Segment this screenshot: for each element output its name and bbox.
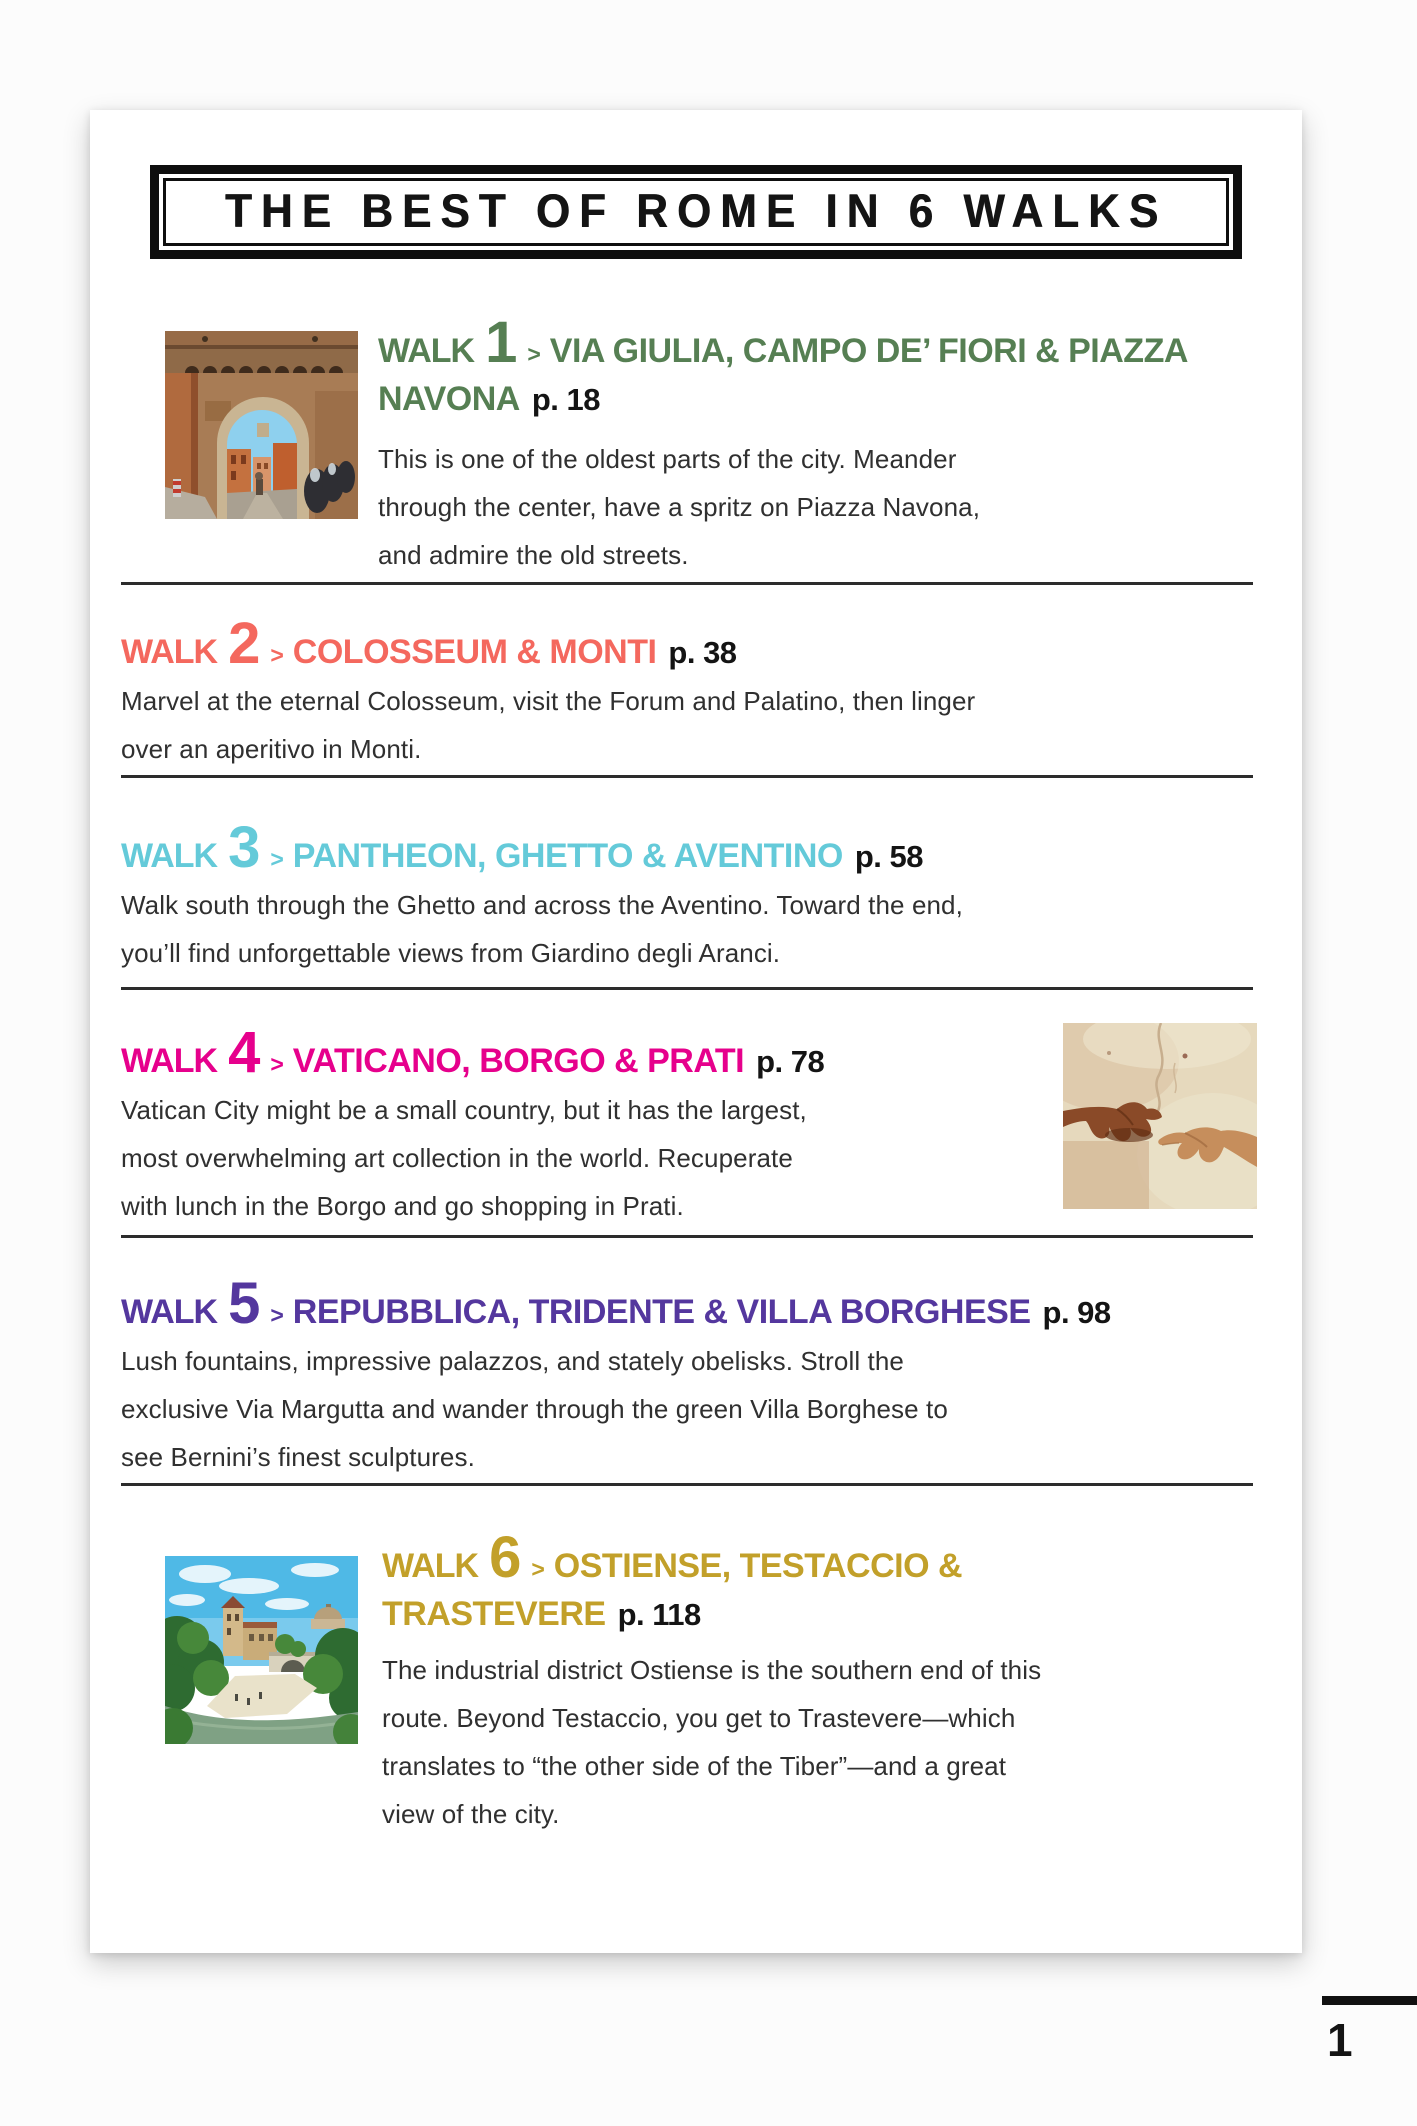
walk-title-line1: REPUBBLICA, TRIDENTE & VILLA BORGHESE — [292, 1293, 1031, 1331]
page-number: 1 — [1327, 2014, 1353, 2066]
page-title: THE BEST OF ROME IN 6 WALKS — [224, 185, 1168, 238]
walk-title-line1: OSTIENSE, TESTACCIO & — [553, 1547, 963, 1585]
description-line: This is one of the oldest parts of the city. Meander — [378, 444, 957, 474]
walk-page-ref: p. 78 — [756, 1044, 825, 1079]
walk-label: WALK — [121, 1293, 218, 1331]
section-divider — [121, 1235, 1253, 1238]
walk-number: 2 — [228, 611, 261, 676]
walk-page-ref: p. 98 — [1042, 1295, 1111, 1330]
description-line: The industrial district Ostiense is the southern end of this — [382, 1655, 1042, 1685]
description-line: most overwhelming art collection in the world. Recuperate — [121, 1143, 793, 1173]
chevron-icon: > — [270, 1051, 284, 1077]
description-line: Vatican City might be a small country, but it has the largest, — [121, 1095, 807, 1125]
walk-2-section — [121, 611, 976, 773]
walk-page-ref: p. 58 — [854, 839, 923, 874]
walk-1-text — [378, 310, 1188, 579]
description-line: Walk south through the Ghetto and across the Aventino. Toward the end, — [121, 890, 963, 920]
roman-arch-street-photo — [165, 331, 358, 519]
walk-3-heading — [121, 815, 963, 880]
walk-page-ref: p. 18 — [531, 382, 600, 417]
description-line: exclusive Via Margutta and wander through the green Villa Borghese to — [121, 1394, 948, 1424]
walk-title-line2: TRASTEVERE — [382, 1595, 606, 1633]
walk-title-line1: PANTHEON, GHETTO & AVENTINO — [292, 837, 843, 875]
description-line: Lush fountains, impressive palazzos, and stately obelisks. Stroll the — [121, 1346, 904, 1376]
chevron-icon: > — [527, 341, 541, 367]
walk-3-section — [121, 815, 963, 977]
description-line: over an aperitivo in Monti. — [121, 734, 422, 764]
section-divider — [121, 582, 1253, 585]
description-line: see Bernini’s finest sculptures. — [121, 1442, 475, 1472]
description-line: and admire the old streets. — [378, 540, 689, 570]
walk-4-description — [121, 1086, 824, 1230]
walk-label: WALK — [121, 837, 218, 875]
creation-of-adam-hands-photo — [1063, 1023, 1257, 1209]
description-line: you’ll find unforgettable views from Giardino degli Aranci. — [121, 938, 781, 968]
section-divider — [121, 987, 1253, 990]
walk-label: WALK — [382, 1547, 479, 1585]
walk-4-heading — [121, 1020, 825, 1085]
description-line: view of the city. — [382, 1799, 560, 1829]
book-page — [90, 110, 1302, 1953]
walk-5-description — [121, 1337, 1111, 1481]
description-line: with lunch in the Borgo and go shopping in Prati. — [121, 1191, 684, 1221]
description-line: route. Beyond Testaccio, you get to Trastevere—which — [382, 1703, 1016, 1733]
walk-1-description — [378, 435, 1188, 579]
walk-number: 3 — [228, 815, 261, 880]
walk-number: 4 — [228, 1020, 261, 1085]
creation-of-adam-illustration — [1063, 1023, 1257, 1209]
walk-page-ref: p. 118 — [617, 1597, 701, 1632]
title-banner-inner — [163, 178, 1229, 246]
walk-2-description — [121, 677, 975, 773]
chevron-icon: > — [270, 1302, 284, 1328]
chevron-icon: > — [270, 642, 284, 668]
walk-3-description — [121, 881, 963, 977]
walk-1-section — [165, 310, 1188, 579]
chevron-icon: > — [270, 846, 284, 872]
walk-1-heading — [378, 310, 1188, 427]
walk-label: WALK — [121, 1042, 218, 1080]
walk-title-line2: NAVONA — [378, 380, 520, 418]
description-line: Marvel at the eternal Colosseum, visit the Forum and Palatino, then linger — [121, 686, 976, 716]
walk-5-section — [121, 1271, 1111, 1481]
walk-6-text — [382, 1525, 1042, 1838]
footer-corner-bar — [1322, 1996, 1417, 2005]
walk-number: 1 — [485, 310, 518, 375]
walk-label: WALK — [121, 633, 218, 671]
section-divider — [121, 1483, 1253, 1486]
section-divider — [121, 775, 1253, 778]
walk-5-heading — [121, 1271, 1111, 1336]
walk-6-heading — [382, 1525, 1041, 1642]
walk-title-line1: VIA GIULIA, CAMPO DE’ FIORI & PIAZZA — [549, 332, 1188, 370]
description-line: translates to “the other side of the Tiber”—and a great — [382, 1751, 1007, 1781]
tiber-island-photo — [165, 1556, 358, 1744]
title-banner — [150, 165, 1242, 259]
walk-6-section — [165, 1525, 1042, 1838]
walk-6-description — [382, 1646, 1041, 1838]
description-line: through the center, have a spritz on Piazza Navona, — [378, 492, 981, 522]
walk-label: WALK — [378, 332, 475, 370]
roman-arch-illustration — [165, 331, 358, 519]
walk-4-section — [121, 1020, 825, 1230]
tiber-island-illustration — [165, 1556, 358, 1744]
walk-number: 6 — [489, 1525, 522, 1590]
walk-2-heading — [121, 611, 975, 676]
chevron-icon: > — [531, 1556, 545, 1582]
walk-title-line1: COLOSSEUM & MONTI — [292, 633, 657, 671]
walk-number: 5 — [228, 1271, 261, 1336]
walk-title-line1: VATICANO, BORGO & PRATI — [292, 1042, 745, 1080]
walk-page-ref: p. 38 — [668, 635, 737, 670]
